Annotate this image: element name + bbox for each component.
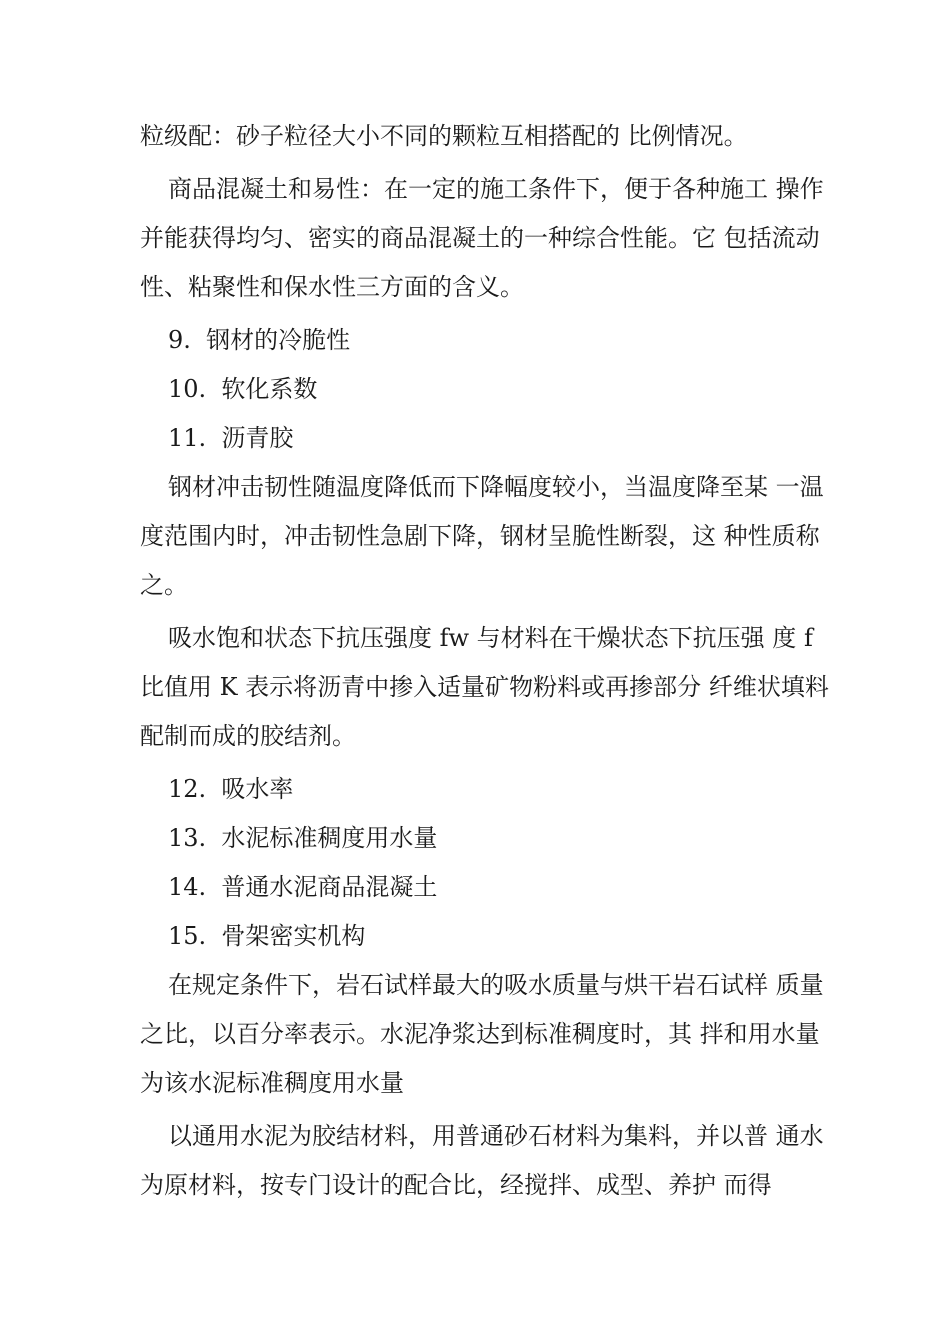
document-body [140, 112, 830, 1210]
list-item-10: 10. 软化系数 [168, 375, 318, 403]
paragraph-concrete: 以通用水泥为胶结材料，用普通砂石材料为集料，并以普 通水为原材料，按专门设计的配合比，经搅拌、成型、养护 而得 [140, 1122, 824, 1199]
paragraph-cold-brittleness: 钢材冲击韧性随温度降低而下降幅度较小，当温度降至某 一温度范围内时，冲击韧性急剧下降，钢材呈脆性断裂，这 种性质称之。 [140, 473, 824, 599]
paragraph-grading: 粒级配：砂子粒径大小不同的颗粒互相搭配的 比例情况。 [140, 122, 748, 150]
paragraph-softening: 吸水饱和状态下抗压强度 fw 与材料在干燥状态下抗压强 度 f 比值用 K 表示将沥青中掺入适量矿物粉料或再掺部分 纤维状填料配制而成的胶结剂。 [140, 624, 829, 750]
list-item-15: 15. 骨架密实机构 [168, 922, 366, 950]
list-item-12: 12. 吸水率 [168, 775, 294, 803]
list-item-13: 13. 水泥标准稠度用水量 [168, 824, 438, 852]
list-item-9: 9. 钢材的冷脆性 [168, 326, 351, 354]
list-item-11: 11. 沥青胶 [168, 424, 294, 452]
list-item-14: 14. 普通水泥商品混凝土 [168, 873, 438, 901]
paragraph-water-absorption: 在规定条件下，岩石试样最大的吸水质量与烘干岩石试样 质量之比，以百分率表示。水泥净浆达到标准稠度时，其 拌和用水量为该水泥标准稠度用水量 [140, 971, 824, 1097]
paragraph-workability: 商品混凝土和易性：在一定的施工条件下，便于各种施工 操作并能获得均匀、密实的商品混凝土的一种综合性能。它 包括流动性、粘聚性和保水性三方面的含义。 [140, 175, 824, 301]
